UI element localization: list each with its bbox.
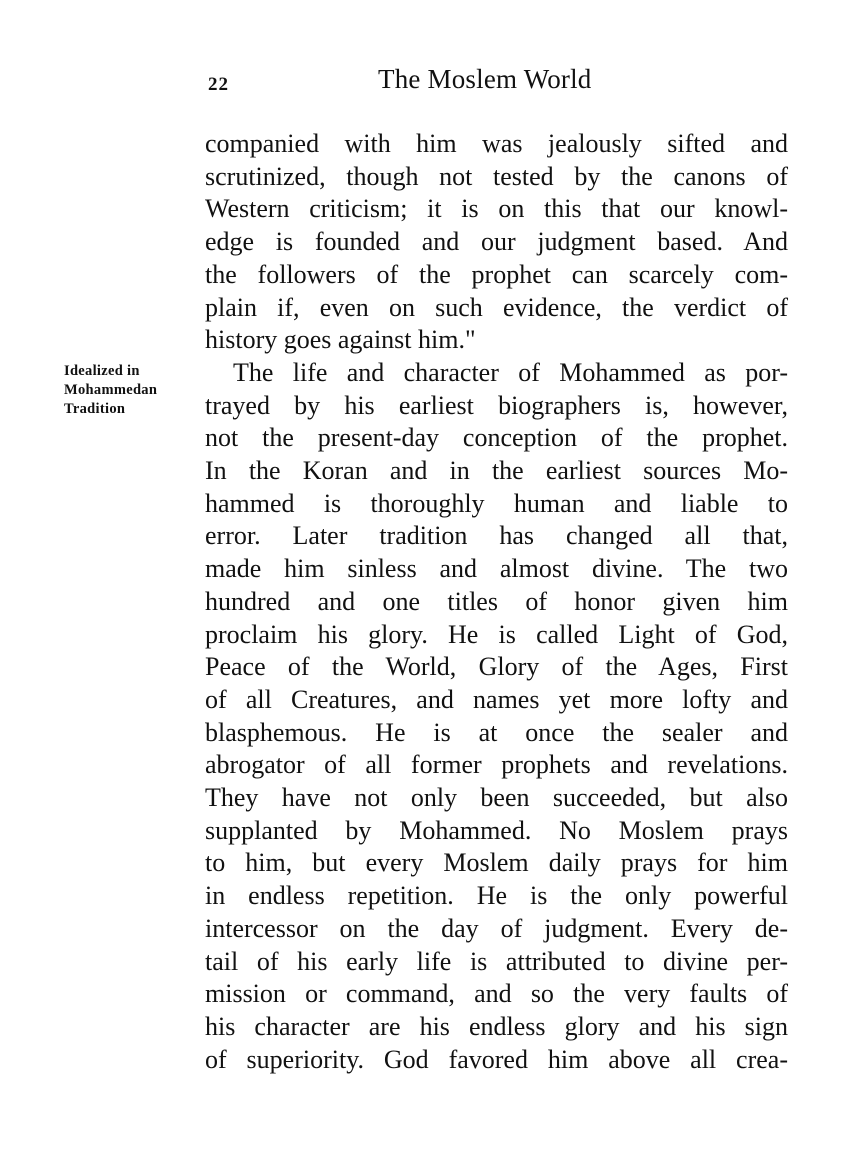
text-line: trayed by his earliest biographers is, however, <box>205 390 788 420</box>
text-line: made him sinless and almost divine. The two <box>205 554 788 584</box>
margin-sidenote <box>64 362 199 419</box>
text-line: of all Creatures, and names yet more lofty and <box>205 684 788 714</box>
text-line: error. Later tradition has changed all that, <box>205 521 788 551</box>
page-number: 22 <box>208 74 229 95</box>
text-line: proclaim his glory. He is called Light of God, <box>205 619 788 649</box>
text-line: supplanted by Mohammed. No Moslem prays <box>205 815 788 845</box>
sidenote-line: Tradition <box>64 401 126 417</box>
text-line: In the Koran and in the earliest sources Mo- <box>205 456 788 486</box>
text-line: mission or command, and so the very faults of <box>205 979 788 1009</box>
text-line: intercessor on the day of judgment. Every de- <box>205 913 788 943</box>
text-line: blasphemous. He is at once the sealer and <box>205 717 788 747</box>
text-line: hundred and one titles of honor given him <box>205 586 788 616</box>
text-line: Peace of the World, Glory of the Ages, First <box>205 652 788 682</box>
running-title: The Moslem World <box>378 64 592 94</box>
text-line: the followers of the prophet can scarcely com- <box>205 259 788 289</box>
text-line: scrutinized, though not tested by the canons of <box>205 161 788 191</box>
sidenote-line: Mohammedan <box>64 382 158 398</box>
text-line: The life and character of Mohammed as por- <box>233 357 788 387</box>
text-line: tail of his early life is attributed to divine per- <box>205 946 788 976</box>
text-line: hammed is thoroughly human and liable to <box>205 488 788 518</box>
text-line: Western criticism; it is on this that our knowl- <box>205 194 788 224</box>
running-head <box>205 62 790 98</box>
text-line: not the present-day conception of the prophet. <box>205 423 788 453</box>
body-text <box>205 128 788 1076</box>
text-line: plain if, even on such evidence, the verdict of <box>205 292 788 322</box>
text-line: his character are his endless glory and his sign <box>205 1011 788 1041</box>
text-line: of superiority. God favored him above all crea- <box>205 1044 788 1074</box>
text-line: They have not only been succeeded, but also <box>205 783 788 813</box>
text-line: companied with him was jealously sifted and <box>205 129 788 158</box>
text-line: to him, but every Moslem daily prays for him <box>205 848 788 878</box>
text-line: in endless repetition. He is the only powerful <box>205 881 788 911</box>
text-line: abrogator of all former prophets and revelations. <box>205 750 788 780</box>
text-line: history goes against him." <box>205 325 476 355</box>
text-line: edge is founded and our judgment based. And <box>205 227 788 257</box>
sidenote-line: Idealized in <box>64 363 140 379</box>
